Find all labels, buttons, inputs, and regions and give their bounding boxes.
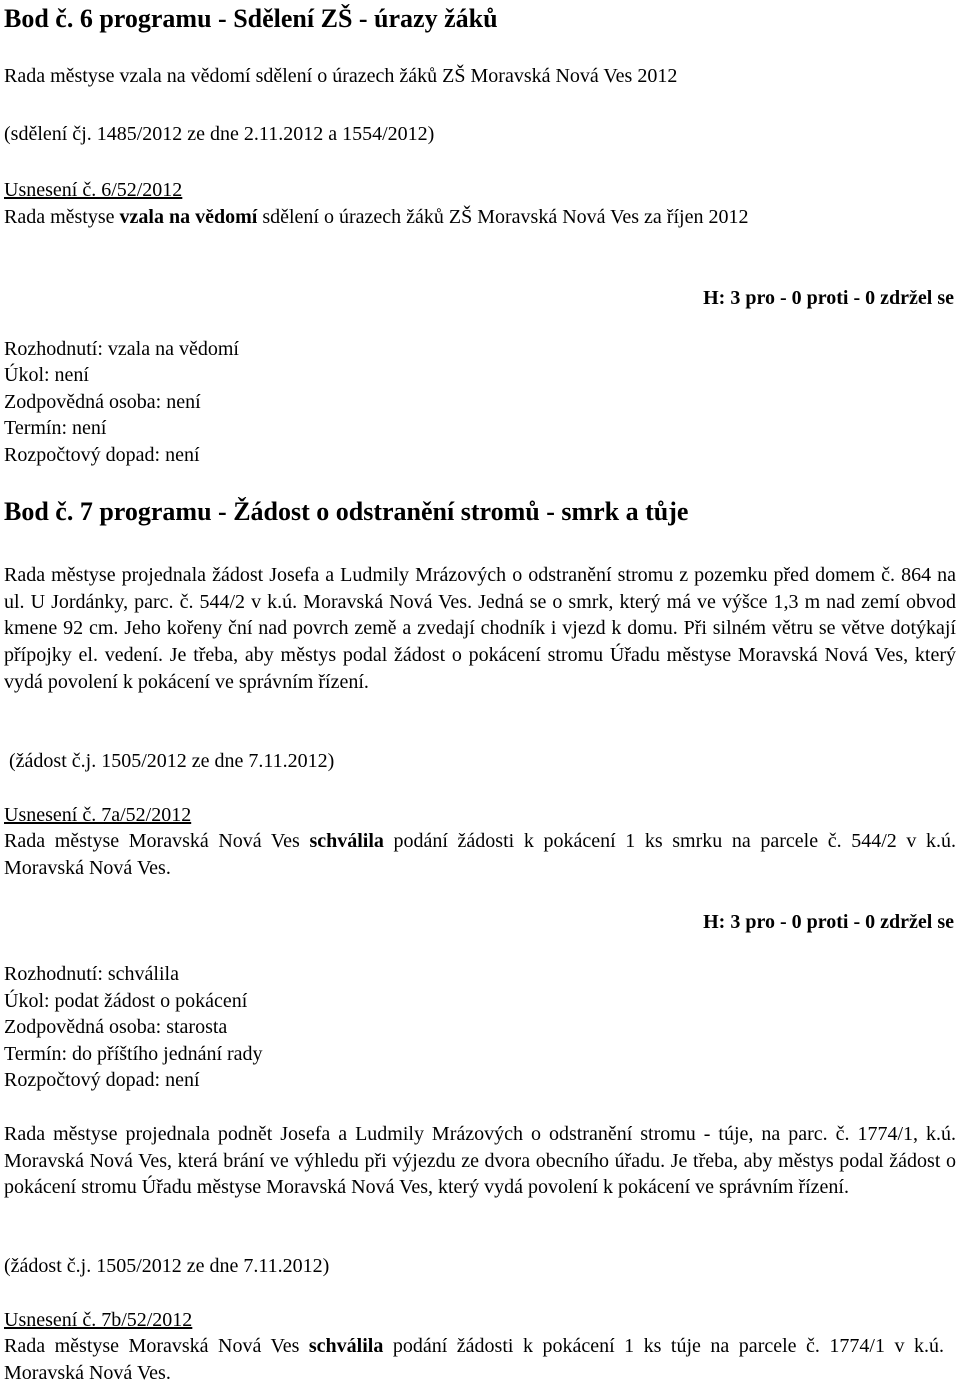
task-6: Úkol: není [4, 364, 89, 386]
resolution-7a-text-post: podání žádosti k pokácení 1 ks smrku na parcele č. 544/2 v k.ú. Moravská Nová Ves. [4, 830, 956, 879]
section-7-paragraph-1: Rada městyse projednala žádost Josefa a Ludmily Mrázových o odstranění stromu z pozemku před domem č. 864 na ul. U Jordánky, parc. č. 544/2 v k.ú. Moravská Nová Ves. Jedná se o smrk, který má ve výšce 1,3 m nad zemí obvod kmene 92 cm. Jeho kořeny ční nad povrch země a zvedají chodník i vjezd k domu. Při silném větru se větve dotýkají přípojky el. vedení. Je třeba, aby městys podal žádost o pokácení stromu Úřadu městyse Moravská Nová Ves, který vydá povolení k pokácení ve správním řízení. [4, 564, 956, 693]
decision-6: Rozhodnutí: vzala na vědomí [4, 338, 239, 360]
resolution-6-text [4, 205, 748, 229]
section-7-paragraph-2: Rada městyse projednala podnět Josefa a Ludmily Mrázových o odstranění stromu - túje, na parc. č. 1774/1, k.ú. Moravská Nová Ves, která brání ve výhledu při výjezdu ze dvora obecního úřadu. Je třeba, aby městys podal žádost o pokácení stromu Úřadu městyse Moravská Nová Ves, který vydá povolení k pokácení ve správním řízení. [4, 1123, 956, 1199]
section-7-heading: Bod č. 7 programu - Žádost o odstranění stromů - smrk a tůje [4, 497, 689, 526]
resolution-7a-text-pre: Rada městyse Moravská Nová Ves [4, 830, 310, 852]
section-6-heading: Bod č. 6 programu - Sdělení ZŠ - úrazy žáků [4, 4, 498, 33]
resolution-7b-text-pre: Rada městyse Moravská Nová Ves [4, 1335, 309, 1357]
budget-7a: Rozpočtový dopad: není [4, 1069, 200, 1091]
resolution-7a-text [4, 828, 956, 881]
resolution-6-text-pre: Rada městyse [4, 206, 120, 228]
resolution-7b-text-bold: schválila [308, 1335, 384, 1357]
decision-7a: Rozhodnutí: schválila [4, 963, 179, 985]
section-6-intro: Rada městyse vzala na vědomí sdělení o úrazech žáků ZŠ Moravská Nová Ves 2012 [4, 65, 678, 87]
resolution-7a-text-bold: schválila [309, 830, 384, 852]
resolution-6-number: Usnesení č. 6/52/2012 [4, 179, 183, 201]
budget-6: Rozpočtový dopad: není [4, 444, 200, 466]
section-7-reference-2: (žádost č.j. 1505/2012 ze dne 7.11.2012) [4, 1255, 330, 1277]
resolution-6-text-bold: vzala na vědomí [119, 206, 258, 228]
resolution-7b-text-post: podání žádosti k pokácení 1 ks túje na parcele č. 1774/1 v k.ú. Moravská Nová Ves. [4, 1335, 944, 1384]
resolution-7b-number: Usnesení č. 7b/52/2012 [4, 1309, 193, 1331]
resolution-7b-text [4, 1333, 944, 1386]
task-7a: Úkol: podat žádost o pokácení [4, 990, 248, 1012]
vote-result-7a: H: 3 pro - 0 proti - 0 zdržel se [703, 911, 954, 933]
section-6-reference: (sdělení čj. 1485/2012 ze dne 2.11.2012 a 1554/2012) [4, 123, 435, 145]
deadline-7a: Termín: do příštího jednání rady [4, 1043, 263, 1065]
responsible-6: Zodpovědná osoba: není [4, 391, 201, 413]
section-7-reference-1: (žádost č.j. 1505/2012 ze dne 7.11.2012) [9, 750, 335, 772]
resolution-6-text-post: sdělení o úrazech žáků ZŠ Moravská Nová Ves za říjen 2012 [257, 206, 749, 228]
vote-result-6: H: 3 pro - 0 proti - 0 zdržel se [703, 287, 954, 309]
resolution-7a-number: Usnesení č. 7a/52/2012 [4, 804, 192, 826]
responsible-7a: Zodpovědná osoba: starosta [4, 1016, 228, 1038]
deadline-6: Termín: není [4, 417, 107, 439]
